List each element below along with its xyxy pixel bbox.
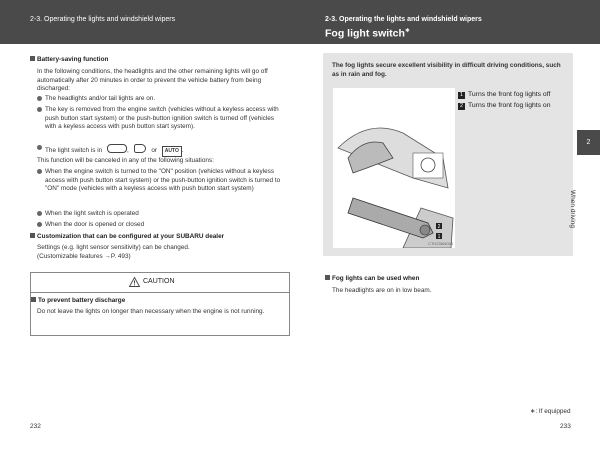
caution-title: CAUTION: [143, 278, 175, 285]
list-item: When the door is opened or closed: [37, 221, 282, 230]
right-section-title: 2-3. Operating the lights and windshield wipers: [325, 16, 482, 23]
svg-text:1: 1: [437, 234, 441, 240]
battery-intro: In the following conditions, the headlights and the other remaining lights will go off automatically after 20 minutes in order to prevent the vehicle battery from being discharged:: [37, 68, 268, 93]
customization-text: Settings (e.g. light sensor sensitivity) can be changed. (Customizable features →P. 493): [37, 244, 190, 260]
caution-text: Do not leave the lights on longer than necessary when the engine is not running.: [37, 308, 265, 315]
chapter-tab: 2: [577, 130, 600, 155]
legend-item-2: 2 Turns the front fog lights on: [459, 102, 551, 109]
list-item: The headlights and/or tail lights are on.: [37, 95, 282, 104]
stalk-illustration: [333, 88, 455, 248]
right-page-number: 233: [560, 423, 571, 430]
left-section-title: 2-3. Operating the lights and windshield wipers: [30, 16, 176, 23]
svg-text:2: 2: [437, 224, 441, 230]
legend-item-1: 1 Turns the front fog lights off: [459, 91, 551, 98]
caution-box: [30, 272, 290, 336]
fog-light-figure-panel: [323, 53, 573, 256]
fog-use-heading: Fog lights can be used when: [325, 275, 419, 282]
list-item: The key is removed from the engine switch (vehicles without a keyless access with push button start system) or the push-button ignition switch is turned off (vehicles with a keyless access with push button start system).: [37, 106, 282, 132]
image-code: CTH23AN034: [428, 241, 453, 246]
warning-icon: [129, 277, 140, 287]
headlight-icon: [134, 144, 146, 153]
page-title: Fog light switch∗: [325, 27, 410, 40]
left-page-number: 232: [30, 423, 41, 430]
cancel-text: This function will be canceled in any of the following situations:: [37, 157, 214, 164]
caution-heading: To prevent battery discharge: [31, 297, 125, 304]
customization-heading: Customization that can be configured at your SUBARU dealer: [30, 233, 224, 240]
battery-heading: Battery-saving function: [30, 56, 108, 63]
list-item: When the light switch is operated: [37, 210, 282, 219]
footnote: ∗: If equipped: [530, 408, 571, 415]
diagram-image: [333, 88, 455, 248]
list-item: When the engine switch is turned to the "ON" position (vehicles without a keyless access with push button start system) or the push-button ignition switch is turned to "ON" mode (vehicles with a keyless access with push button start system): [37, 168, 282, 194]
left-page-header: [0, 0, 300, 44]
fog-intro: The fog lights secure excellent visibility in difficult driving conditions, such as in rain and fog.: [332, 62, 561, 78]
light-off-icon: [107, 144, 127, 153]
chapter-label: When driving: [569, 190, 576, 228]
list-item: The light switch is in , or AUTO .: [37, 144, 282, 157]
fog-use-text: The headlights are on in low beam.: [332, 287, 432, 294]
auto-icon: AUTO: [162, 146, 182, 157]
